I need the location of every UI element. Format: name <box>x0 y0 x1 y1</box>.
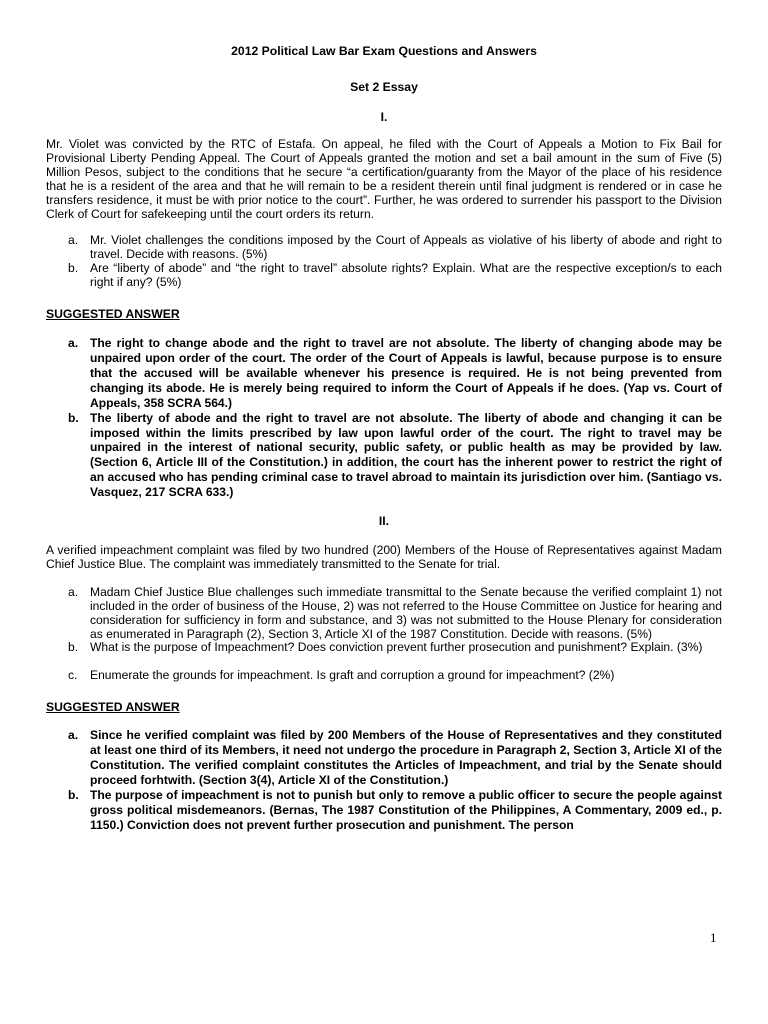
section-2-question-c <box>46 669 722 683</box>
section-1-questions <box>46 234 722 290</box>
section-numeral-2: II. <box>378 514 390 529</box>
answer-label: b. <box>68 410 79 425</box>
answer-text: The liberty of abode and the right to travel are not absolute. The liberty of abode and changing it can be imposed within the limits prescribed by law upon lawful order of the court. The right to travel may be unpaired in the interest of national security, public safety, or public health as may be provided by law. (Section 6, Article III of the Constitution.) in addition, the court has the inherent power to restrict the right of an accused who has pending criminal case to travel abroad to maintain its jurisdiction over him. (Santiago vs. Vasquez, 217 SCRA 633.) <box>90 410 722 500</box>
answer-item <box>46 411 722 500</box>
question-item <box>46 262 722 290</box>
question-text: Madam Chief Justice Blue challenges such immediate transmittal to the Senate because the verified complaint 1) not included in the order of business of the House, 2) was not referred to the House Committee on Justice for hearing and consideration for sufficiency in form and substance, and 3) was not submitted to the House Plenary for consideration as enumerated in Paragraph (2), Section 3, Article XI of the 1987 Constitution. Decide with reasons. (5%) <box>90 584 722 641</box>
question-item <box>46 641 722 655</box>
answer-label: b. <box>68 787 79 802</box>
question-item <box>46 234 722 262</box>
question-label: a. <box>68 584 79 599</box>
question-label: a. <box>68 233 79 248</box>
question-text: Enumerate the grounds for impeachment. Is graft and corruption a ground for impeachment? (2%) <box>90 668 615 683</box>
section-1-answers <box>46 336 722 500</box>
page-number: 1 <box>710 930 717 945</box>
answer-label: a. <box>68 728 79 743</box>
question-item <box>46 669 722 683</box>
answer-item <box>46 788 722 833</box>
section-2-answers <box>46 728 722 832</box>
answer-item <box>46 336 722 411</box>
answer-text: Since he verified complaint was filed by 200 Members of the House of Representatives and they constituted at least one third of its Members, it need not undergo the procedure in Paragraph 2, Section 3, Article XI of the Constitution. The verified complaint constitutes the Articles of Impeachment, and trial by the Senate should proceed forhtwith. (Section 3(4), Article XI of the Constitution.) <box>90 728 722 787</box>
question-label: c. <box>68 668 78 683</box>
section-2-prompt: A verified impeachment complaint was filed by two hundred (200) Members of the House of Representatives against Madam Chief Justice Blue. The complaint was immediately transmitted to the Senate for trial. <box>46 543 722 571</box>
question-label: b. <box>68 261 79 276</box>
answer-item <box>46 728 722 788</box>
question-text: Are “liberty of abode” and “the right to travel” absolute rights? Explain. What are the respective exception/s to each right if any? (5%) <box>90 261 722 290</box>
question-text: What is the purpose of Impeachment? Does conviction prevent further prosecution and punishment? Explain. (3%) <box>90 640 703 655</box>
document-subtitle: Set 2 Essay <box>350 80 418 94</box>
answer-label: a. <box>68 336 79 351</box>
section-1-prompt: Mr. Violet was convicted by the RTC of Estafa. On appeal, he filed with the Court of Appeals a Motion to Fix Bail for Provisional Liberty Pending Appeal. The Court of Appeals granted the motion and set a bail amount in the sum of Five (5) Million Pesos, subject to the conditions that he secure “a certification/guaranty from the Mayor of the place of his residence that he is a resident of the area and that he will remain to be a resident therein until final judgment is rendered or in case he transfers residence, it must be with prior notice to the court”. Further, he was ordered to surrender his passport to the Division Clerk of Court for safekeeping until the court orders its return. <box>46 137 722 221</box>
document-title: 2012 Political Law Bar Exam Questions and Answers <box>231 44 537 58</box>
suggested-answer-heading-1: SUGGESTED ANSWER <box>46 307 180 322</box>
section-numeral-1: I. <box>380 110 388 124</box>
question-item <box>46 586 722 642</box>
question-text: Mr. Violet challenges the conditions imposed by the Court of Appeals as violative of his liberty of abode and right to travel. Decide with reasons. (5%) <box>90 233 722 262</box>
document-page <box>46 44 722 833</box>
section-2-questions <box>46 586 722 656</box>
answer-text: The purpose of impeachment is not to punish but only to remove a public officer to secure the people against gross political misdemeanors. (Bernas, The 1987 Constitution of the Philippines, A Commentary, 2009 ed., p. 1150.) Conviction does not prevent further prosecution and punishment. The person <box>90 787 722 832</box>
suggested-answer-heading-2: SUGGESTED ANSWER <box>46 700 180 715</box>
question-label: b. <box>68 640 79 655</box>
answer-text: The right to change abode and the right to travel are not absolute. The liberty of changing abode may be unpaired upon order of the court. The order of the Court of Appeals is lawful, because purpose is to ensure that the accused will be available whenever his presence is required. He is not being prevented from changing its abode. He is merely being required to inform the Court of Appeals if he does. (Yap vs. Court of Appeals, 358 SCRA 564.) <box>90 336 722 410</box>
